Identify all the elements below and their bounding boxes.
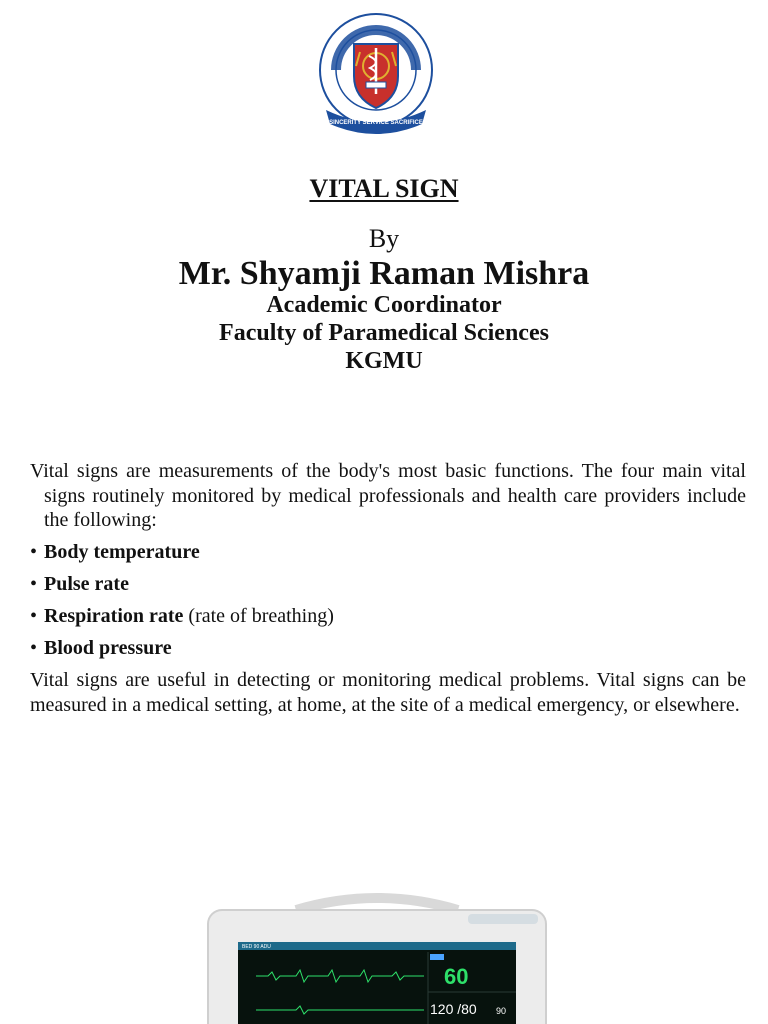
- blood-pressure-value: 120 /80: [430, 1001, 477, 1017]
- map-value: 90: [496, 1006, 507, 1016]
- list-item: [30, 604, 334, 636]
- intro-paragraph: Vital signs are measurements of the body's most basic functions. The four main vital signs routinely monitored by medical professionals and health care providers include the following:: [30, 460, 746, 531]
- list-item-label: Pulse rate: [44, 573, 129, 595]
- bullet-icon: •: [30, 573, 38, 595]
- bullet-icon: •: [30, 541, 38, 563]
- author-faculty: Faculty of Paramedical Sciences: [219, 320, 549, 346]
- heart-rate-value: 60: [444, 964, 469, 989]
- bullet-icon: •: [30, 605, 38, 627]
- motto-text: SINCERITY SERVICE SACRIFICE: [329, 120, 423, 126]
- list-item-label: Blood pressure: [44, 637, 172, 659]
- author-institution: KGMU: [345, 348, 423, 374]
- bullet-icon: •: [30, 637, 38, 659]
- list-item: [30, 636, 334, 668]
- by-label: By: [368, 224, 400, 253]
- author-name: Mr. Shyamji Raman Mishra: [178, 255, 590, 292]
- closing-paragraph: Vital signs are useful in detecting or monitoring medical problems. Vital signs can be measured in a medical setting, at home, at the site of a medical emergency, or elsewhere.: [30, 669, 746, 716]
- svg-text:BED 90 ADU: BED 90 ADU: [242, 944, 271, 950]
- author-role: Academic Coordinator: [266, 292, 502, 318]
- list-item-note: (rate of breathing): [183, 605, 334, 627]
- page-title: VITAL SIGN: [309, 174, 459, 203]
- monitor-handle: [296, 898, 458, 910]
- vital-signs-list: [30, 540, 334, 668]
- patient-monitor-image: [206, 892, 548, 1024]
- list-item-label: Body temperature: [44, 541, 200, 563]
- list-item: [30, 572, 334, 604]
- list-item: [30, 540, 334, 572]
- university-logo: [316, 12, 436, 134]
- list-item-label: Respiration rate: [44, 605, 184, 627]
